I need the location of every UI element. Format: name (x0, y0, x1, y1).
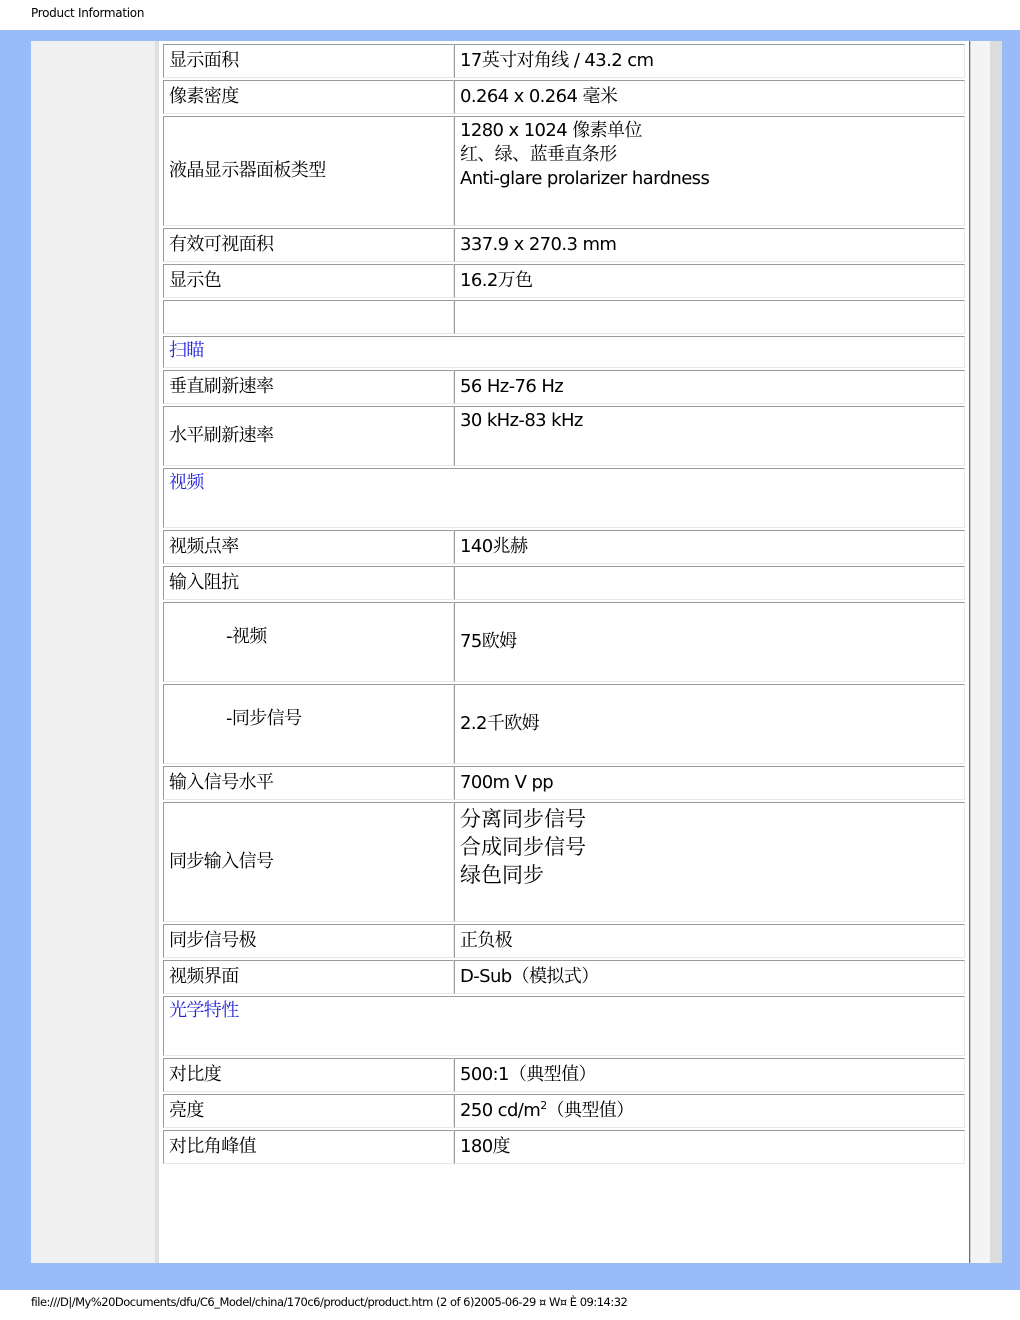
table-row (163, 228, 965, 262)
spec-value: 180度 (454, 1130, 965, 1164)
section-header-row (163, 996, 965, 1056)
spec-label: 显示色 (163, 264, 454, 298)
section-title: 扫瞄 (163, 336, 965, 368)
spec-label: 输入信号水平 (163, 766, 454, 800)
table-row (163, 766, 965, 800)
spec-value: 140兆赫 (454, 530, 965, 564)
spec-label: 水平刷新速率 (163, 406, 454, 466)
spec-label: 同步输入信号 (163, 802, 454, 922)
spec-value-line: 1280 x 1024 像素单位 (460, 120, 642, 141)
section-title: 光学特性 (163, 996, 965, 1056)
spec-value: D-Sub（模拟式） (454, 960, 965, 994)
spec-value (454, 300, 965, 334)
scrollbar-gutter (990, 41, 1002, 1263)
table-row (163, 1094, 965, 1128)
spec-label: 视频界面 (163, 960, 454, 994)
spec-value: 337.9 x 270.3 mm (454, 228, 965, 262)
spec-label: 显示面积 (163, 44, 454, 78)
table-row (163, 370, 965, 404)
table-row (163, 264, 965, 298)
spec-value: 正负极 (454, 924, 965, 958)
spec-value (454, 116, 965, 226)
table-row (163, 300, 965, 334)
table-row (163, 116, 965, 226)
spec-label: 液晶显示器面板类型 (163, 116, 454, 226)
page-footer-path: file:///D|/My%20Documents/dfu/C6_Model/china/170c6/product/product.htm (2 of 6)2005-06-29 ¤ W¤ È 09:14:32 (31, 1295, 628, 1309)
spec-value (454, 1094, 965, 1128)
spec-value-line: 合成同步信号 (460, 835, 586, 859)
spec-label: 对比度 (163, 1058, 454, 1092)
table-row (163, 566, 965, 600)
spec-label: 对比角峰值 (163, 1130, 454, 1164)
spec-label: -视频 (163, 602, 454, 682)
table-row (163, 802, 965, 922)
spec-value: 500:1（典型值） (454, 1058, 965, 1092)
spec-value-line: 红、绿、蓝垂直条形 (460, 144, 617, 165)
spec-value (454, 566, 965, 600)
brightness-note: （典型值） (546, 1100, 634, 1121)
page-header-title: Product Information (31, 6, 145, 20)
table-row (163, 960, 965, 994)
table-row (163, 602, 965, 682)
spec-value: 0.264 x 0.264 毫米 (454, 80, 965, 114)
spec-value: 2.2千欧姆 (454, 684, 965, 764)
spec-label: 视频点率 (163, 530, 454, 564)
spec-value: 75欧姆 (454, 602, 965, 682)
table-row (163, 1130, 965, 1164)
spec-label: -同步信号 (163, 684, 454, 764)
superscript-2: 2 (540, 1099, 547, 1112)
spec-label: 像素密度 (163, 80, 454, 114)
spec-value: 700m V pp (454, 766, 965, 800)
spec-label: 有效可视面积 (163, 228, 454, 262)
section-title: 视频 (163, 468, 965, 528)
spec-table (163, 42, 965, 1166)
spec-value-line: Anti-glare prolarizer hardness (460, 168, 710, 189)
table-row (163, 684, 965, 764)
table-row (163, 406, 965, 466)
spec-label: 同步信号极 (163, 924, 454, 958)
spec-value-line: 绿色同步 (460, 863, 544, 887)
spec-value (454, 802, 965, 922)
section-header-row (163, 336, 965, 368)
table-row (163, 924, 965, 958)
table-row (163, 80, 965, 114)
table-row (163, 44, 965, 78)
table-row (163, 1058, 965, 1092)
spec-value: 17英寸对角线 / 43.2 cm (454, 44, 965, 78)
spec-label: 输入阻抗 (163, 566, 454, 600)
spec-label: 亮度 (163, 1094, 454, 1128)
brightness-value: 250 cd/m (460, 1100, 541, 1121)
spec-label (163, 300, 454, 334)
spec-value-line: 分离同步信号 (460, 807, 586, 831)
spec-value: 56 Hz-76 Hz (454, 370, 965, 404)
spec-label: 垂直刷新速率 (163, 370, 454, 404)
left-nav-panel (31, 41, 159, 1263)
spec-value: 30 kHz-83 kHz (454, 406, 965, 466)
table-row (163, 530, 965, 564)
spec-value: 16.2万色 (454, 264, 965, 298)
section-header-row (163, 468, 965, 528)
vertical-scrollbar[interactable] (970, 41, 991, 1263)
